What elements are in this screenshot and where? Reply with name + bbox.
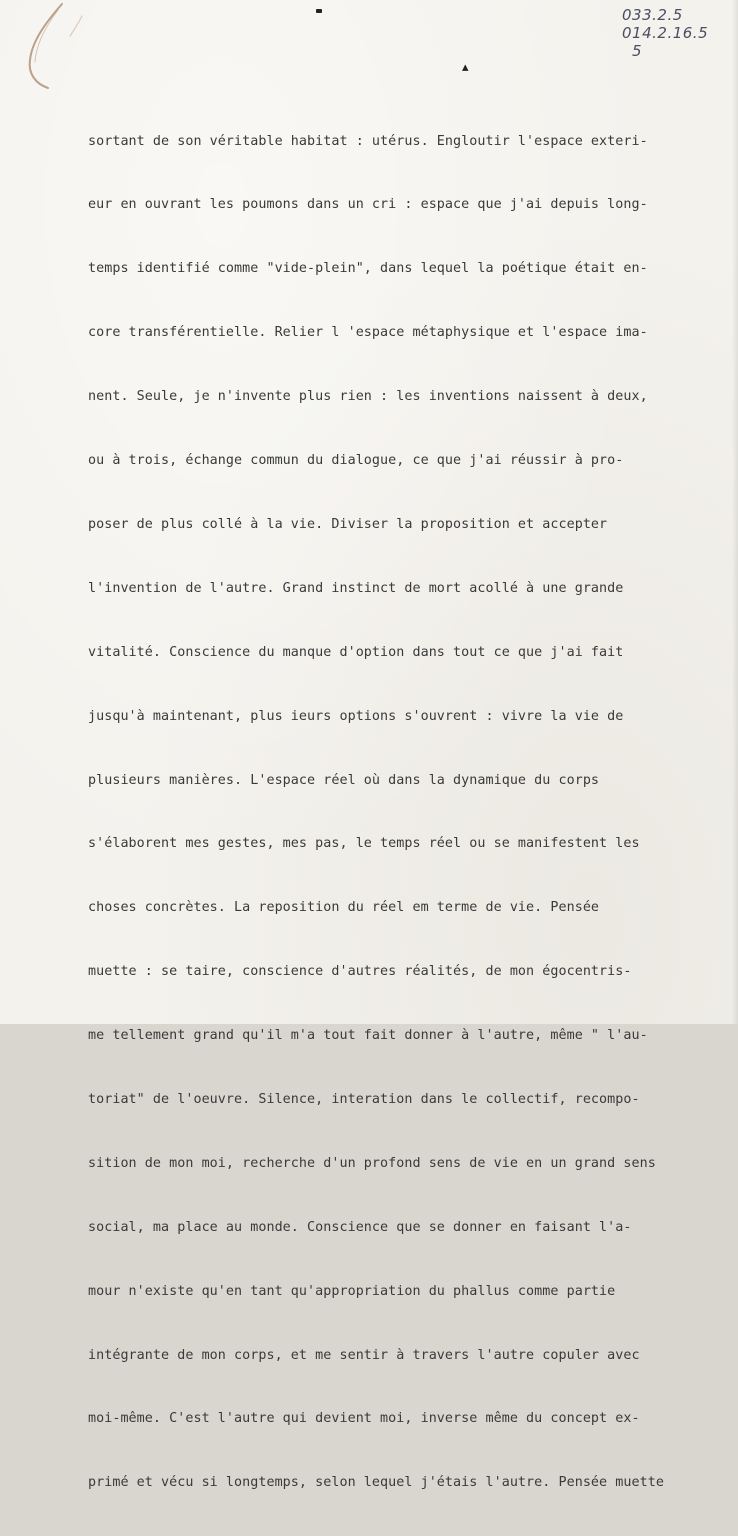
text-line: l'invention de l'autre. Grand instinct de mort acollé à une grande	[88, 580, 624, 596]
text-line: choses concrètes. La reposition du réel em terme de vie. Pensée	[88, 900, 600, 916]
text-line: moi-même. C'est l'autre qui devient moi, inverse même du concept ex-	[88, 1411, 640, 1427]
text-line: eur en ouvrant les poumons dans un cri : espace que j'ai depuis long-	[88, 197, 648, 213]
text-line: primé et vécu si longtemps, selon lequel j'étais l'autre. Pensée muette	[88, 1475, 664, 1491]
text-line: social, ma place au monde. Conscience que se donner en faisant l'a-	[88, 1219, 632, 1235]
ink-dot-mark	[316, 9, 322, 13]
archive-reference-line: 014.2.16.5	[622, 24, 709, 42]
text-line: temps identifié comme "vide-plein", dans lequel la poétique était en-	[88, 261, 648, 277]
text-line: toriat" de l'oeuvre. Silence, interation dans le collectif, recompo-	[88, 1091, 640, 1107]
text-line: plusieurs manières. L'espace réel où dans la dynamique du corps	[88, 772, 600, 788]
text-line: ou à trois, échange commun du dialogue, ce que j'ai réussir à pro-	[88, 453, 624, 469]
archive-reference-line: 5	[632, 42, 643, 60]
typewritten-body-text	[88, 88, 738, 1536]
text-line: poser de plus collé à la vie. Diviser la proposition et accepter	[88, 516, 608, 532]
text-line: intégrante de mon corps, et me sentir à travers l'autre copuler avec	[88, 1347, 640, 1363]
text-line: vitalité. Conscience du manque d'option dans tout ce que j'ai fait	[88, 644, 624, 660]
page-edge-shadow	[732, 0, 738, 1024]
archive-reference-line: 033.2.5	[622, 6, 683, 24]
text-line: nent. Seule, je n'invente plus rien : les inventions naissent à deux,	[88, 389, 648, 405]
text-line: jusqu'à maintenant, plus ieurs options s'ouvrent : vivre la vie de	[88, 708, 624, 724]
text-line: sition de mon moi, recherche d'un profond sens de vie en un grand sens	[88, 1155, 656, 1171]
text-line: mour n'existe qu'en tant qu'appropriation du phallus comme partie	[88, 1283, 616, 1299]
text-line: me tellement grand qu'il m'a tout fait donner à l'autre, même " l'au-	[88, 1028, 648, 1044]
insertion-caret-mark: ▴	[462, 60, 469, 75]
text-line: muette : se taire, conscience d'autres réalités, de mon égocentris-	[88, 964, 632, 980]
text-line: s'élaborent mes gestes, mes pas, le temps réel ou se manifestent les	[88, 836, 640, 852]
text-line: core transférentielle. Relier l 'espace métaphysique et l'espace ima-	[88, 325, 648, 341]
archive-reference-number	[622, 6, 732, 60]
text-line: sortant de son véritable habitat : utérus. Engloutir l'espace exteri-	[88, 133, 648, 149]
pencil-annotation-mark	[18, 0, 98, 100]
